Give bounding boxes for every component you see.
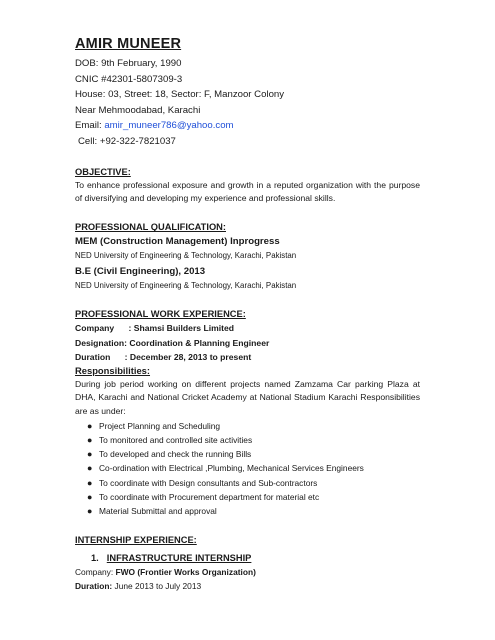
- qualification-degree: B.E (Civil Engineering), 2013: [75, 266, 206, 278]
- list-item: [87, 419, 420, 433]
- internship-company-value: FWO (Frontier Works Organization): [115, 566, 256, 577]
- list-item-text: To monitored and controlled site activities: [99, 435, 253, 446]
- qualification-institute: NED University of Engineering & Technology, Karachi, Pakistan: [75, 281, 297, 291]
- responsibilities-heading: Responsibilities:: [75, 364, 151, 376]
- bullet-icon: ●: [87, 421, 93, 432]
- address-line-2: Near Mehmoodabad, Karachi: [75, 104, 201, 116]
- bullet-icon: ●: [87, 463, 93, 474]
- bullet-icon: ●: [87, 477, 93, 488]
- item-title: INFRASTRUCTURE INTERNSHIP: [106, 552, 252, 563]
- email-label: Email:: [75, 120, 105, 132]
- list-item-text: To coordinate with Procurement department for material etc: [99, 491, 320, 502]
- cell-line: Cell: +92-322-7821037: [78, 135, 176, 147]
- internship-heading: INTERNSHIP EXPERIENCE:: [75, 534, 197, 545]
- dob-line: DOB: 9th February, 1990: [75, 58, 182, 69]
- qualification-institute: NED University of Engineering & Technology, Karachi, Pakistan: [75, 251, 297, 261]
- objective-heading: OBJECTIVE:: [75, 166, 131, 177]
- resume-page: [75, 36, 420, 593]
- list-item-text: To developed and check the running Bills: [99, 449, 252, 460]
- duration-line: Duration : December 28, 2013 to present: [75, 351, 252, 362]
- internship-duration-value: June 2013 to July 2013: [114, 581, 202, 592]
- company-line: Company : Shamsi Builders Limited: [75, 323, 235, 334]
- internship-company-line: [75, 565, 420, 579]
- email-line: [75, 118, 420, 134]
- internship-item-title: [91, 551, 420, 565]
- responsibilities-list: [75, 419, 420, 518]
- list-item: [87, 504, 420, 518]
- item-number: 1.: [91, 552, 99, 563]
- qualification-degree: MEM (Construction Management) Inprogress: [75, 236, 280, 248]
- list-item: [87, 433, 420, 447]
- bullet-icon: ●: [87, 435, 93, 446]
- bullet-icon: ●: [87, 505, 93, 516]
- bullet-icon: ●: [87, 491, 93, 502]
- list-item-text: Material Submittal and approval: [99, 505, 217, 516]
- address-line-1: House: 03, Street: 18, Sector: F, Manzoor Colony: [75, 89, 285, 101]
- internship-duration-label: Duration:: [75, 581, 115, 592]
- cnic-line: CNIC #42301-5807309-3: [75, 73, 183, 85]
- list-item-text: Project Planning and Scheduling: [99, 421, 221, 432]
- work-experience-heading: PROFESSIONAL WORK EXPERIENCE:: [75, 309, 246, 320]
- list-item: [87, 461, 420, 475]
- list-item: [87, 447, 420, 461]
- internship-company-label: Company:: [75, 566, 116, 577]
- candidate-name: AMIR MUNEER: [75, 36, 182, 52]
- bullet-icon: ●: [87, 449, 93, 460]
- qualification-heading: PROFESSIONAL QUALIFICATION:: [75, 222, 226, 233]
- list-item-text: Co-ordination with Electrical ,Plumbing, Mechanical Services Engineers: [99, 463, 364, 474]
- designation-line: Designation: Coordination & Planning Engineer: [75, 337, 270, 348]
- responsibilities-intro: During job period working on different projects named Zamzama Car parking Plaza at DHA, Karachi and National Cricket Academy at National Stadium Karachi Responsibilities are as under:: [75, 378, 420, 416]
- list-item: [87, 476, 420, 490]
- email-link[interactable]: amir_muneer786@yahoo.com: [104, 120, 234, 132]
- list-item: [87, 490, 420, 504]
- internship-duration-line: [75, 579, 420, 593]
- objective-text: To enhance professional exposure and growth in a reputed organization with the purpose of diversifying and developing my experience and professional skills.: [75, 179, 420, 203]
- list-item-text: To coordinate with Design consultants and Sub-contractors: [99, 477, 318, 488]
